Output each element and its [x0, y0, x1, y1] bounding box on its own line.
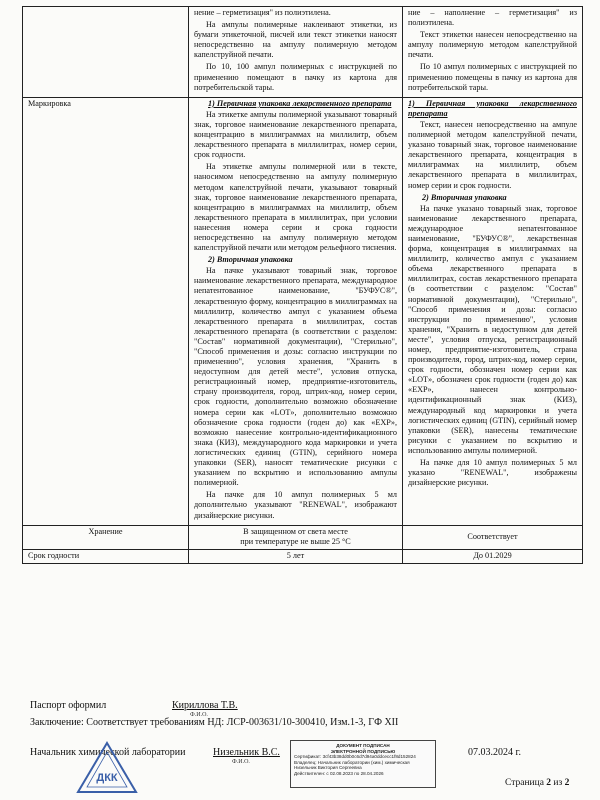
passport-name: Кириллова Т.В. [172, 700, 238, 711]
table-cell-empty [23, 7, 189, 98]
esign-valid: Действителен: с 02.08.2023 по 28.04.2026 [294, 770, 384, 776]
specification-table [22, 6, 583, 564]
table-cell-packaging-result [403, 7, 583, 98]
passport-label: Паспорт оформил [30, 700, 107, 711]
table-row-storage [23, 525, 583, 549]
storage-line: В защищенном от света месте [243, 526, 348, 536]
fio-caption: Ф.И.О. [232, 759, 250, 765]
shelf-life-result: До 01.2029 [403, 549, 583, 563]
lab-head-label: Начальник химической лаборатории [30, 747, 186, 758]
section-heading: 1) Первичная упаковка лекарственного препарата [408, 98, 577, 118]
paragraph: На ампулы полимерные наклеивают этикетки, из бумаги этикеточной, писчей или текст этикетки наносят непосредственно на ампулу полимерную методом капелструйной печати. [194, 20, 397, 60]
table-cell-packaging-requirement [189, 7, 403, 98]
paragraph: На пачке указано товарный знак, торговое наименование лекарственного препарата, международное непатентованное наименование, "БУФУС®", лекарственная форма, концентрация в миллиграммах на миллилитр, количество ампул с указанием объема лекарственного препарата в миллилитрах, состав лекарственного препарата (в соответствии с разделом: "Состав" нормативной документации), "Стерильно", "Способ применения и дозы: согласно инструкции по применению", условия хранения, "Хранить в недоступном для детей месте", условия отпуска, регистрационный номер, предприятие-изготовитель, страна производителя, город, штрих-код, номер серии, срок годности, обозначен номер серии как «LOT», обозначен срок годности (годен до) как «EXP», нанесен контрольно-идентификационный знак (КИЗ), международный код маркировки и учета логистических единиц (GTIN), серийный номер упаковки (SER), нанесены тематические рисунки с указанием по вскрытию и использованию ампулы полимерной. [408, 203, 577, 455]
electronic-signature-block [290, 740, 436, 788]
section-heading: 2) Вторичная упаковка [422, 192, 507, 202]
table-row-marking [23, 97, 583, 525]
table-cell-marking-result [403, 97, 583, 525]
paragraph: На пачке для 10 ампул полимерных 5 мл указано "RENEWAL", изображены дизайнерские рисунки. [408, 458, 577, 488]
lab-stamp-icon [74, 740, 140, 796]
row-label-shelf-life: Срок годности [23, 549, 189, 563]
section-heading: 2) Вторичная упаковка [208, 255, 293, 265]
esign-owner: Владелец: Начальник лаборатории (хим.) химическая [294, 759, 410, 765]
paragraph: нение – герметизация" из полиэтилена. [194, 8, 331, 17]
conclusion: Заключение: Соответствует требованиям НД: ЛСР-003631/10-300410, Изм.1-3, ГФ XII [30, 717, 399, 728]
paragraph: ние – наполнение – герметизация" из полиэтилена. [408, 8, 577, 28]
paragraph: Текст этикетки нанесен непосредственно на ампулу полимерную методом капелструйной печати. [408, 30, 577, 60]
table-cell-marking-requirement [189, 97, 403, 525]
lab-head-name: Низельник В.С. [213, 747, 280, 758]
table-row-shelf-life [23, 549, 583, 563]
shelf-life-requirement: 5 лет [189, 549, 403, 563]
table-cell-storage-requirement [189, 525, 403, 549]
paragraph: На пачке указывают товарный знак, торговое наименование лекарственного препарата, международное непатентованное наименование, "БУФУС®", лекарственную форму, концентрацию в миллиграммах на миллилитр, количество ампул с указанием объема лекарственного препарата в миллилитрах, состав лекарственного препарата (в соответствии с разделом: "Состав" нормативной документации), "Стерильно", "Способ применения и дозы: согласно инструкции по применению", условия хранения, "Хранить в недоступном для детей месте", условия отпуска, регистрационный номер, предприятие-изготовитель, страну производителя, город, штрих-код, номер серии, срок годности, дополнительно возможно обозначение номера серии как «LOT», дополнительно возможно обозначение срока годности (годен до) как «EXP», возможно нанесение контрольно-идентификационного знака (КИЗ), международного кода маркировки и учета логистических единиц (GTIN), серийного номера упаковки (SER), наносят тематические рисунки с указанием по вскрытию и использованию ампулы полимерной. [194, 266, 397, 488]
row-label-storage [23, 525, 189, 549]
table-row-packaging [23, 7, 583, 98]
sign-date: 07.03.2024 г. [468, 747, 521, 758]
table-cell-storage-result [403, 525, 583, 549]
storage-result: Соответствует [467, 531, 518, 541]
fio-caption: Ф.И.О. [190, 712, 208, 718]
paragraph: По 10, 100 ампул полимерных с инструкцией по применению помещают в пачку из картона для потребительской тары. [194, 62, 397, 92]
paragraph: Текст, нанесен непосредственно на ампуле полимерной методом капелструйной печати, указано товарный знак, торговое наименование лекарственного препарата, концентрация в миллиграммах на миллилитр, объем лекарственного препарата в миллилитрах, номер серии и срок годности. [408, 119, 577, 190]
esign-name: Низельник Виктория Сергеевна [294, 765, 362, 771]
paragraph: На этикетке ампулы полимерной указывают товарный знак, торговое наименование лекарственного препарата, концентрацию в миллиграммах на миллилитр, объем лекарственного препарата в миллилитрах, номер серии, срок годности. [194, 109, 397, 160]
esign-title: ДОКУМЕНТ ПОДПИСАН [336, 743, 390, 748]
storage-label: Хранение [88, 526, 123, 536]
page-number: Страница 2 из 2 [505, 778, 570, 788]
section-heading: 1) Первичная упаковка лекарственного препарата [208, 98, 392, 108]
stamp-abbr: ДКК [96, 772, 118, 784]
row-label-marking: Маркировка [23, 97, 189, 525]
paragraph: На пачке для 10 ампул полимерных 5 мл дополнительно указывают "RENEWAL", изображают дизайнерские рисунки. [194, 490, 397, 520]
paragraph: На этикетке ампулы полимерной или в тексте, наносимом непосредственно на ампулу полимерную методом капелструйной печати, указывают товарный знак, торговое наименование лекарственного препарата, концентрацию в миллиграммах на миллилитр, объем лекарственного препарата в миллилитрах, при условии нанесения номера серии и срока годности непосредственно на ампулу полимерную методом капелструйной печати или методом рельефного тиснения. [194, 162, 397, 253]
esign-title: ЭЛЕКТРОННОЙ ПОДПИСЬЮ [330, 748, 396, 754]
paragraph: По 10 ампул полимерных с инструкцией по применению помещены в пачку из картона для потребительской тары. [408, 62, 577, 92]
esign-cert: Сертификат: 3cf43b38dd0b0c6d7d94a0ddcecc1f8d152824 [294, 754, 416, 760]
storage-line: при температуре не выше 25 °С [240, 536, 351, 546]
